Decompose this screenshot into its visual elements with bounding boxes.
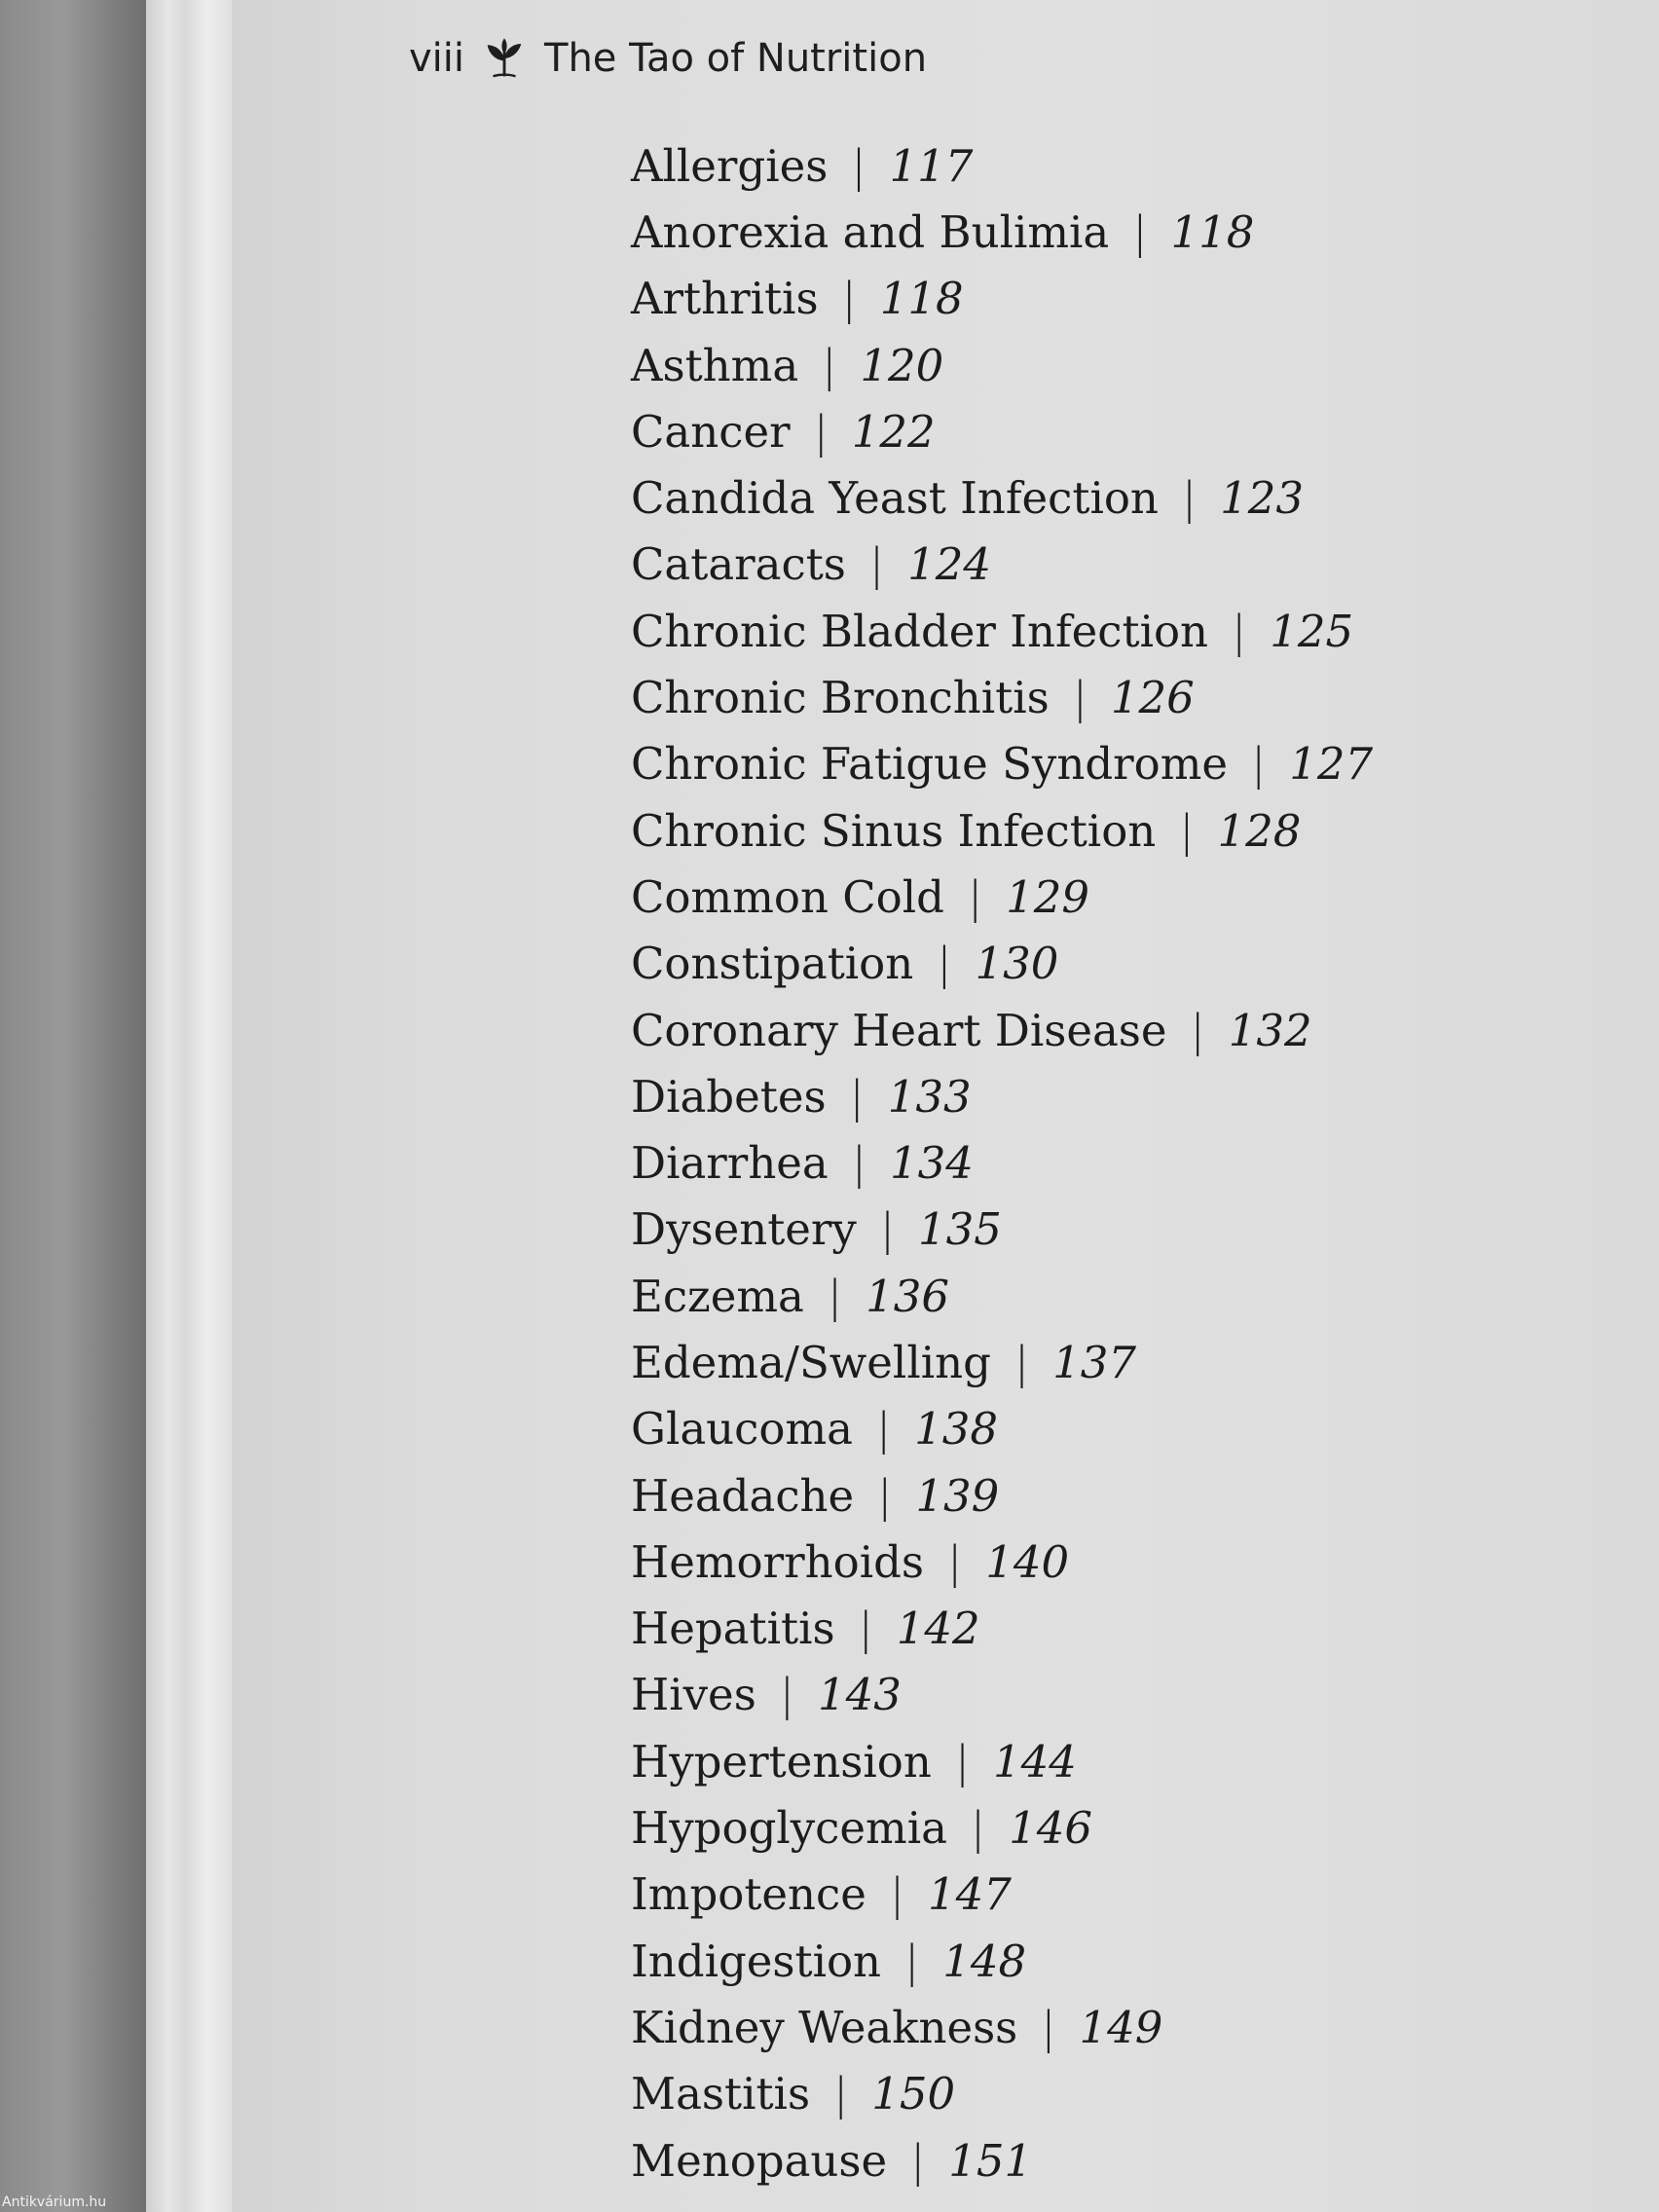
toc-entry [631, 199, 1373, 265]
toc-entry-title: Impotence [631, 1868, 866, 1921]
toc-separator: | [875, 1403, 892, 1456]
toc-entry [631, 598, 1373, 664]
toc-entry-title: Candida Yeast Infection [631, 472, 1159, 525]
toc-entry-page-number: 136 [866, 1270, 949, 1322]
watermark: Antikvárium.hu [2, 2194, 107, 2210]
toc-entry [631, 2061, 1373, 2127]
toc-entry-title: Arthritis [631, 273, 819, 325]
toc-separator: | [1041, 2001, 1056, 2053]
toc-entry-title: Anorexia and Bulimia [631, 205, 1110, 258]
toc-entry [631, 997, 1373, 1063]
toc-entry-title: Asthma [631, 339, 799, 391]
book-spine-shadow [0, 0, 156, 2212]
toc-separator: | [822, 339, 837, 391]
toc-entry-page-number: 120 [860, 339, 944, 391]
toc-entry-page-number: 128 [1217, 804, 1302, 857]
toc-separator: | [858, 1603, 873, 1655]
toc-separator: | [879, 1203, 896, 1256]
toc-entry [631, 1129, 1373, 1196]
toc-entry-page-number: 135 [918, 1203, 1002, 1256]
toc-separator: | [827, 1270, 843, 1322]
toc-entry [631, 1529, 1373, 1595]
toc-entry [631, 532, 1373, 598]
toc-entry [631, 1263, 1373, 1329]
toc-entry-page-number: 123 [1220, 472, 1304, 525]
toc-entry-page-number: 122 [851, 405, 936, 458]
toc-separator: | [1251, 738, 1267, 791]
toc-entry [631, 398, 1373, 464]
toc-entry [631, 132, 1373, 199]
toc-entry-page-number: 132 [1228, 1004, 1312, 1056]
toc-separator: | [1181, 472, 1198, 525]
toc-entry-title: Coronary Heart Disease [631, 1004, 1167, 1056]
toc-entry-page-number: 139 [915, 1469, 1000, 1522]
toc-entry-title: Hypoglycemia [631, 1802, 947, 1855]
toc-entry-title: Mastitis [631, 2068, 811, 2120]
toc-separator: | [841, 273, 857, 325]
toc-entry-page-number: 130 [975, 938, 1059, 990]
toc-entry [631, 1728, 1373, 1794]
page-edges [146, 0, 234, 2212]
toc-entry-title: Hepatitis [631, 1603, 835, 1655]
toc-entry-title: Constipation [631, 938, 914, 990]
toc-entry-title: Edema/Swelling [631, 1336, 991, 1388]
toc-separator: | [1190, 1004, 1205, 1056]
toc-entry [631, 731, 1373, 797]
toc-entry-title: Glaucoma [631, 1403, 853, 1456]
toc-entry-title: Chronic Sinus Infection [631, 804, 1157, 857]
toc-separator: | [967, 870, 983, 923]
toc-entry-page-number: 137 [1052, 1336, 1136, 1388]
toc-entry-title: Chronic Fatigue Syndrome [631, 738, 1229, 791]
toc-entry-title: Hemorrhoids [631, 1535, 925, 1588]
toc-separator: | [904, 1935, 920, 1987]
toc-separator: | [1132, 205, 1148, 258]
toc-entry-page-number: 124 [907, 538, 991, 591]
toc-entry [631, 464, 1373, 531]
toc-entry-page-number: 149 [1079, 2001, 1163, 2053]
toc-entry-title: Menopause [631, 2134, 888, 2187]
page-number: viii [409, 36, 465, 81]
running-header [409, 29, 927, 88]
toc-separator: | [833, 2068, 849, 2120]
toc-entry [631, 1862, 1373, 1928]
toc-entry-page-number: 147 [928, 1868, 1012, 1921]
toc-separator: | [851, 1137, 866, 1190]
toc-entry-title: Chronic Bronchitis [631, 672, 1050, 724]
toc-entry [631, 1662, 1373, 1728]
toc-entry-page-number: 144 [993, 1735, 1077, 1788]
toc-entry-page-number: 133 [887, 1070, 972, 1123]
toc-entry [631, 1396, 1373, 1462]
toc-separator: | [910, 2134, 926, 2187]
toc-entry-title: Cataracts [631, 538, 846, 591]
toc-separator: | [849, 1070, 865, 1123]
toc-entry [631, 2127, 1373, 2194]
toc-entry-page-number: 118 [879, 273, 964, 325]
toc-entry [631, 332, 1373, 398]
toc-entry-page-number: 134 [889, 1137, 974, 1190]
toc-entry [631, 797, 1373, 864]
toc-entry [631, 1197, 1373, 1263]
toc-entry-page-number: 148 [942, 1935, 1027, 1987]
toc-entry-page-number: 117 [889, 139, 974, 192]
toc-entry-page-number: 140 [985, 1535, 1070, 1588]
toc-entry [631, 1994, 1373, 2060]
toc-entry-title: Hypertension [631, 1735, 932, 1788]
toc-entry-title: Chronic Bladder Infection [631, 605, 1209, 657]
toc-entry-title: Diabetes [631, 1070, 827, 1123]
toc-entry [631, 664, 1373, 730]
toc-entry-page-number: 138 [914, 1403, 999, 1456]
toc-separator: | [1232, 605, 1247, 657]
toc-separator: | [889, 1868, 905, 1921]
toc-separator: | [947, 1535, 963, 1588]
toc-entry-page-number: 142 [896, 1603, 980, 1655]
toc-entry-title: Indigestion [631, 1935, 882, 1987]
table-of-contents-list [631, 132, 1373, 2194]
toc-entry-title: Dysentery [631, 1203, 857, 1256]
toc-entry-page-number: 125 [1270, 605, 1354, 657]
toc-separator: | [868, 538, 885, 591]
toc-entry [631, 1928, 1373, 1994]
toc-entry-page-number: 150 [871, 2068, 956, 2120]
toc-separator: | [937, 938, 952, 990]
toc-separator: | [877, 1469, 893, 1522]
toc-entry-page-number: 126 [1110, 672, 1195, 724]
toc-entry-title: Common Cold [631, 870, 944, 923]
toc-entry [631, 1596, 1373, 1662]
toc-entry-page-number: 118 [1170, 205, 1255, 258]
toc-entry-title: Headache [631, 1469, 855, 1522]
toc-entry-title: Allergies [631, 139, 829, 192]
toc-entry-page-number: 146 [1009, 1802, 1092, 1855]
toc-separator: | [779, 1669, 794, 1721]
toc-entry-title: Cancer [631, 405, 791, 458]
toc-entry-title: Eczema [631, 1270, 804, 1322]
toc-entry [631, 931, 1373, 997]
toc-separator: | [1179, 804, 1195, 857]
toc-separator: | [1072, 672, 1088, 724]
toc-separator: | [954, 1735, 971, 1788]
toc-entry [631, 1329, 1373, 1395]
toc-entry-title: Kidney Weakness [631, 2001, 1018, 2053]
toc-entry [631, 864, 1373, 930]
toc-entry-page-number: 143 [817, 1669, 902, 1721]
toc-entry [631, 1462, 1373, 1529]
book-title: The Tao of Nutrition [544, 36, 928, 81]
toc-entry-page-number: 129 [1006, 870, 1090, 923]
toc-separator: | [970, 1802, 986, 1855]
toc-entry-title: Hives [631, 1669, 756, 1721]
toc-separator: | [851, 139, 866, 192]
toc-separator: | [1014, 1336, 1030, 1388]
toc-entry [631, 1794, 1373, 1861]
leaf-icon [482, 36, 527, 81]
toc-entry-page-number: 127 [1289, 738, 1374, 791]
toc-entry-title: Diarrhea [631, 1137, 829, 1190]
toc-entry [631, 1063, 1373, 1129]
toc-separator: | [813, 405, 829, 458]
toc-entry [631, 266, 1373, 332]
toc-entry-page-number: 151 [948, 2134, 1033, 2187]
